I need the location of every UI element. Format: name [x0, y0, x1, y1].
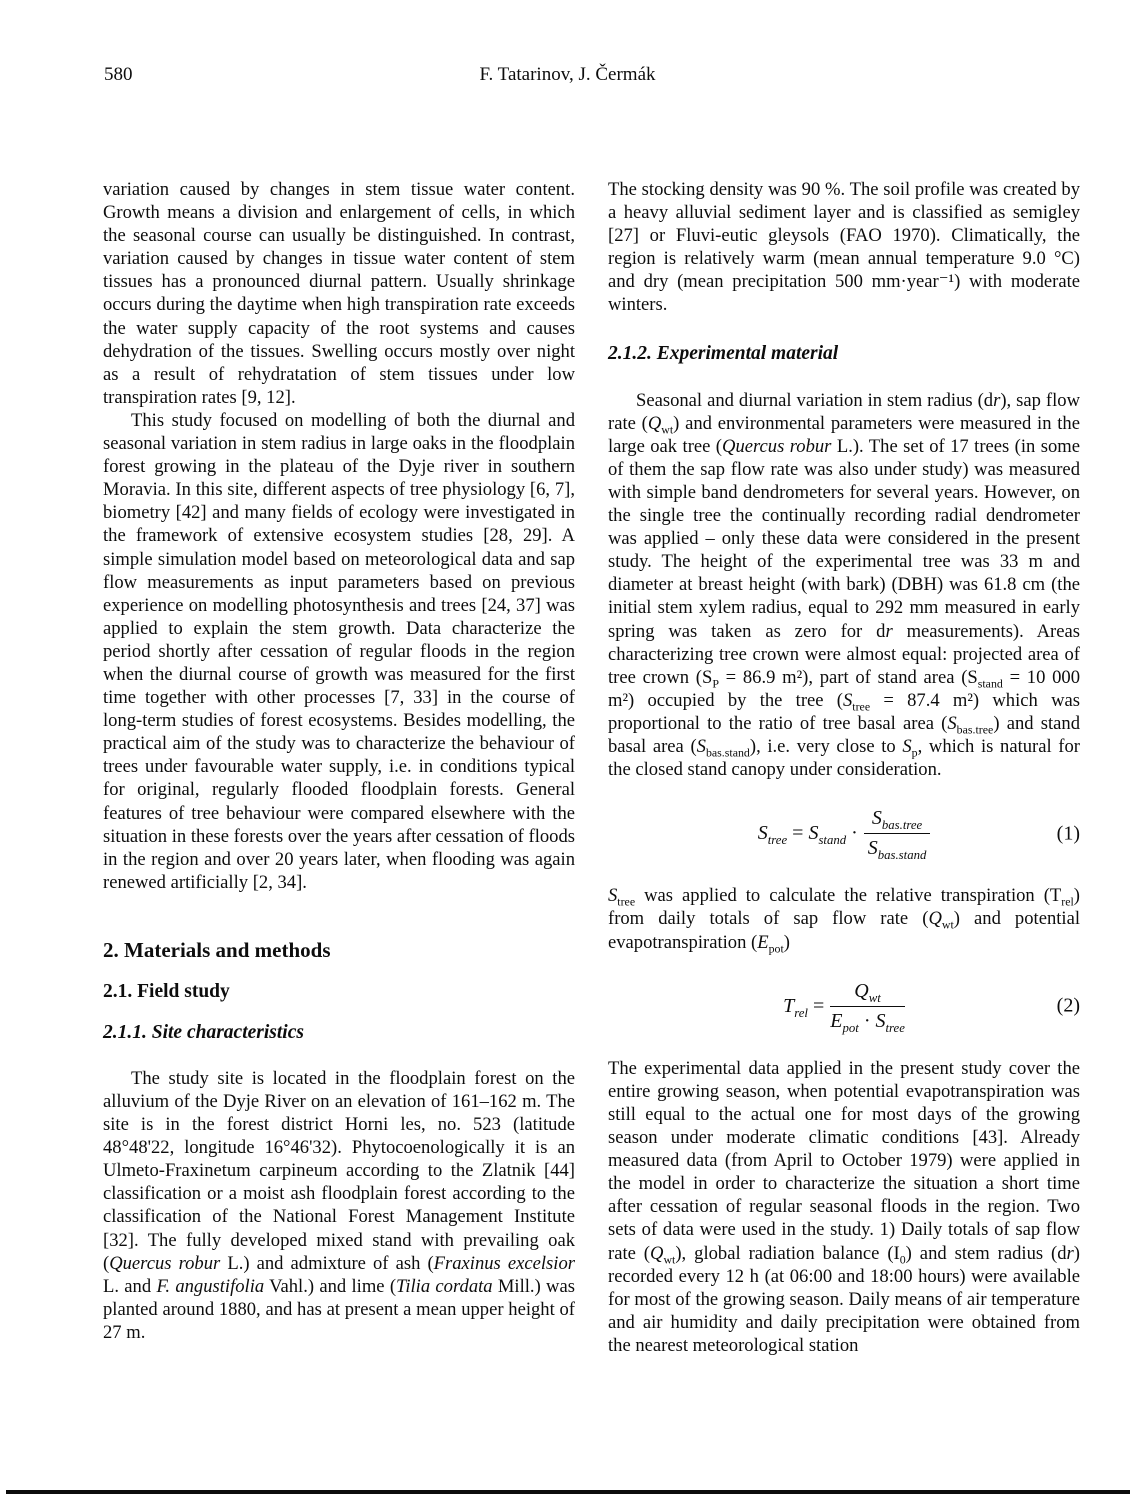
right-column	[608, 178, 1080, 1357]
equation-2	[608, 980, 1080, 1033]
paragraph-intro-continued: variation caused by changes in stem tissue water content. Growth means a division and enlargement of cells, in which the seasonal course can usually be distinguished. In contrast, variation caused by changes in tissue water content of stem tissues has a pronounced diurnal pattern. Usually shrinkage occurs during the daytime when high transpiration rate exceeds the water supply capacity of the root systems and causes dehydration of the tissues. Swelling occurs mostly over night as a result of rehydratation of stem tissues under low transpiration rates [9, 12].	[103, 179, 575, 408]
equation-1-number: (1)	[1056, 822, 1080, 845]
equation-2-numerator: $Q_{wt}$	[830, 980, 905, 1007]
heading-site-characteristics: 2.1.1. Site characteristics	[103, 1021, 304, 1043]
paragraph-site-description: The study site is located in the floodplain forest on the alluvium of the Dyje River on an elevation of 161–162 m. The site is in the forest district Horni les, no. 523 (latitude 48°48'22, longitude 16°46'32). Phytocoenologically it is an Ulmeto-Fraxinetum carpineum according to the Zlatnik [44] classification or a moist ash floodplain forest according to the classification of the National Forest Management Institute [32]. The fully developed mixed stand with prevailing oak (Quercus robur L.) and admixture of ash (Fraxinus excelsior L. and F. angustifolia Vahl.) and lime (Tilia cordata Mill.) was planted around 1880, and has at present a mean upper height of 27 m.	[103, 1067, 575, 1343]
page-bottom-scan-line	[6, 1490, 1130, 1494]
paragraph-stree-application: $S_{tree}$ was applied to calculate the relative transpiration $(T_{rel})$ from daily totals of sap flow rate $(Q_{wt})$ and potential evapotranspiration $(E_{pot})$	[608, 885, 1080, 956]
heading-field-study: 2.1. Field study	[103, 980, 230, 1002]
left-column	[103, 178, 575, 1344]
heading-experimental-material: 2.1.2. Experimental material	[608, 342, 839, 364]
paragraph-experimental-data: The experimental data applied in the present study cover the entire growing season, when potential evapotranspiration was still equal to the actual one for most days of the growing season under moderate climatic conditions [43]. Already measured data (from April to October 1979) were applied in the model in order to characterize the situation a short time after cessation of regular seasonal floods in the region. Two sets of data were used in the study. 1) Daily totals of sap flow rate $(Q_{wt})$, global radiation balance $(I_0)$ and stem radius (dr) recorded every 12 h (at 06:00 and 18:00 hours) were available for most of the growing season. Daily means of air temperature and air humidity and daily precipitation were obtained from the nearest meteorological station	[608, 1057, 1080, 1356]
equation-1-fraction	[864, 807, 930, 863]
running-header	[0, 64, 1135, 86]
page-number: 580	[104, 64, 133, 85]
equation-2-number: (2)	[1056, 994, 1080, 1017]
equation-1-numerator: $S_{bas.tree}$	[864, 807, 930, 834]
equation-2-body	[783, 980, 905, 1033]
paragraph-study-focus: This study focused on modelling of both the diurnal and seasonal variation in stem radius in large oaks in the floodplain forest growing in the plateau of the Dyje river in southern Moravia. In this site, different aspects of tree physiology [6, 7], biometry [42] and many fields of ecology were investigated in the framework of extensive ecosystem studies [28, 29]. A simple simulation model based on meteorological data and sap flow measurements as input parameters based on previous experience on modelling photosynthesis and trees [24, 37] was applied to explain the stem growth. Data characterize the period shortly after cessation of regular floods in the region when the diurnal course of growth was measured for the first time together with other processes [7, 33] in the course of long-term studies of forest ecosystems. Besides modelling, the practical aim of the study was to characterize the behaviour of trees under favourable water supply, i.e. in conditions typical for original, regularly flooded floodplain forests. General features of tree behaviour were compared elsewhere with the situation in these forests over the years after cessation of floods in the region and over 20 years later, when flooding was again renewed artificially [2, 34].	[103, 409, 575, 893]
equation-2-lhs: $T_{rel}$ =	[783, 994, 825, 1020]
heading-materials-and-methods: 2. Materials and methods	[103, 937, 331, 962]
paragraph-measurements: Seasonal and diurnal variation in stem radius (dr), sap flow rate $(Q_{wt})$ and environmental parameters were measured in the large oak tree (Quercus robur L.). The set of 17 trees (in some of them the sap flow rate was also under study) was measured with simple band dendrometers for several years. However, on the single tree the continually recording radial dendrometer was applied – only these data were considered in the present study. The height of the experimental tree was 33 m and diameter at breast height (with bark) (DBH) was 61.8 cm (the initial stem xylem radius, equal to 292 mm measured in early spring was taken as zero for dr measurements). Areas characterizing tree crown were almost equal: projected area of tree crown ($S_P = 86.9$ m²), part of stand area ($S_{stand} = 10$ 000 m²) occupied by the tree ($S_{tree} = 87.4$ m²) which was proportional to the ratio of tree basal area $(S_{bas.tree})$ and stand basal area $(S_{bas.stand})$, i.e. very close to $S_p$, which is natural for the closed stand canopy under consideration.	[608, 389, 1081, 781]
equation-1	[608, 807, 1080, 863]
equation-2-fraction	[830, 980, 905, 1033]
equation-1-lhs: $S_{tree} = S_{stand}$ ·	[757, 822, 858, 848]
paragraph-soil-climate: The stocking density was 90 %. The soil profile was created by a heavy alluvial sediment layer and is classified as semigley [27] or Fluvi-eutic gleysols (FAO 1970). Climatically, the region is relatively warm (mean annual temperature 9.0 °C) and dry (mean precipitation 500 mm·year⁻¹) with moderate winters.	[608, 179, 1080, 316]
equation-1-denominator: $S_{bas.stand}$	[867, 837, 927, 863]
equation-1-body	[757, 807, 931, 863]
running-head-authors: F. Tatarinov, J. Čermák	[479, 64, 656, 85]
equation-2-denominator: $E_{pot} \cdot S_{tree}$	[830, 1009, 905, 1035]
